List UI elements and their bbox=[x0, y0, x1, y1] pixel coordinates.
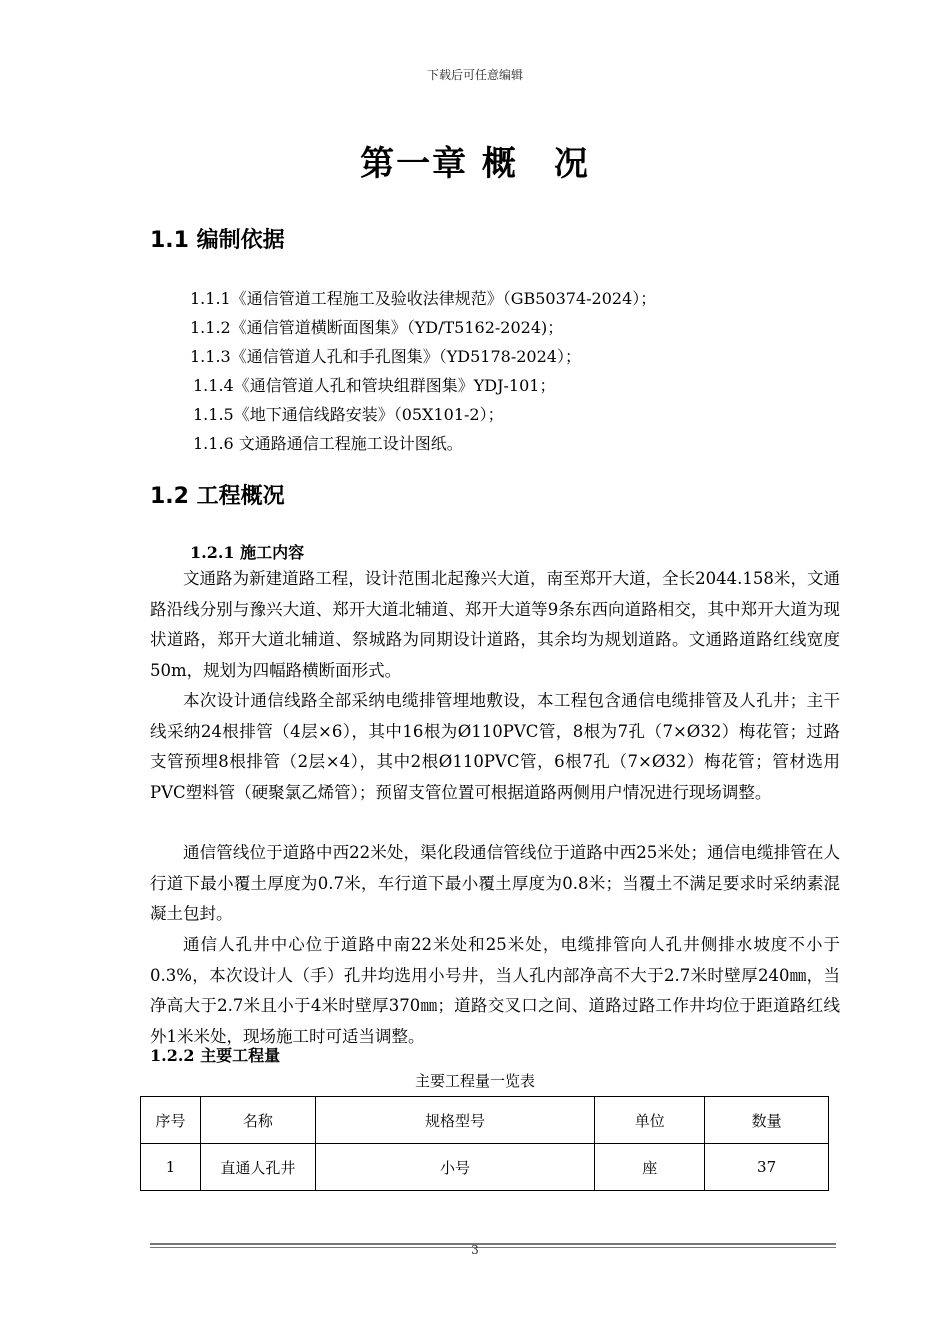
paragraph-route-overview: 文通路为新建道路工程，设计范围北起豫兴大道，南至郑开大道，全长2044.158米，文通路沿线分别与豫兴大道、郑开大道北辅道、郑开大道等9条东西向道路相交，其中郑开大道为现状道路，郑开大道北辅道、祭城路为同期设计道路，其余均为规划道路。文通路道路红线宽度50m，规划为四幅路横断面形式。 bbox=[150, 569, 840, 680]
header-cell-name: 名称 bbox=[200, 1097, 315, 1144]
reference-item: 1.1.4《通信管道人孔和管块组群图集》YDJ-101； bbox=[193, 376, 556, 395]
table-caption: 主要工程量一览表 bbox=[414, 1072, 535, 1090]
page-number: 3 bbox=[471, 1243, 479, 1257]
cell-unit: 座 bbox=[595, 1144, 705, 1191]
reference-item: 1.1.6 文通路通信工程施工设计图纸。 bbox=[193, 434, 463, 453]
cell-quantity: 37 bbox=[705, 1144, 829, 1191]
header-cell-quantity: 数量 bbox=[705, 1097, 829, 1144]
table-row bbox=[141, 1144, 829, 1191]
cell-spec: 小号 bbox=[315, 1144, 595, 1191]
cell-index: 1 bbox=[141, 1144, 201, 1191]
subsection-title-1-2-2: 1.2.2 主要工程量 bbox=[150, 1046, 281, 1065]
reference-list bbox=[190, 284, 656, 458]
cell-name: 直通人孔井 bbox=[200, 1144, 315, 1191]
reference-item: 1.1.1《通信管道工程施工及验收法律规范》（GB50374-2024）； bbox=[190, 289, 657, 308]
paragraph-duct-design: 本次设计通信线路全部采纳电缆排管埋地敷设，本工程包含通信电缆排管及人孔井；主干线采纳24根排管（4层×6），其中16根为Ø110PVC管，8根为7孔（7×Ø32）梅花管；过路支管预埋8根排管（2层×4），其中2根Ø110PVC管，6根7孔（7×Ø32）梅花管；管材选用PVC塑料管（硬聚氯乙烯管）；预留支管位置可根据道路两侧用户情况进行现场调整。 bbox=[150, 691, 840, 802]
reference-item: 1.1.2《通信管道横断面图集》（YD/T5162-2024)； bbox=[190, 318, 564, 337]
header-cell-unit: 单位 bbox=[595, 1097, 705, 1144]
subsection-title-1-2-1: 1.2.1 施工内容 bbox=[190, 543, 305, 562]
header-note: 下载后可任意编辑 bbox=[426, 68, 523, 82]
paragraph-pipeline-position: 通信管线位于道路中西22米处，渠化段通信管线位于道路中西25米处；通信电缆排管在人行道下最小覆土厚度为0.7米，车行道下最小覆土厚度为0.8米；当覆土不满足要求时采纳素混凝土包封。 bbox=[150, 843, 840, 923]
header-cell-index: 序号 bbox=[141, 1097, 201, 1144]
quantity-table bbox=[140, 1096, 829, 1191]
section-title-1-2: 1.2 工程概况 bbox=[150, 484, 285, 509]
section-title-1-1: 1.1 编制依据 bbox=[150, 228, 285, 253]
paragraph-manhole-specs: 通信人孔井中心位于道路中南22米处和25米处，电缆排管向人孔井侧排水坡度不小于0.3%，本次设计人（手）孔井均选用小号井，当人孔内部净高不大于2.7米时壁厚240㎜，当净高大于2.7米且小于4米时壁厚370㎜；道路交叉口之间、道路过路工作井均位于距道路红线外1米米处，现场施工时可适当调整。 bbox=[150, 935, 840, 1046]
header-cell-spec: 规格型号 bbox=[315, 1097, 595, 1144]
chapter-title: 第一章 概 况 bbox=[360, 144, 590, 184]
table-header-row bbox=[141, 1097, 829, 1144]
reference-item: 1.1.5《地下通信线路安装》（05X101-2）； bbox=[193, 405, 504, 424]
reference-item: 1.1.3《通信管道人孔和手孔图集》（YD5178-2024）； bbox=[190, 347, 581, 366]
